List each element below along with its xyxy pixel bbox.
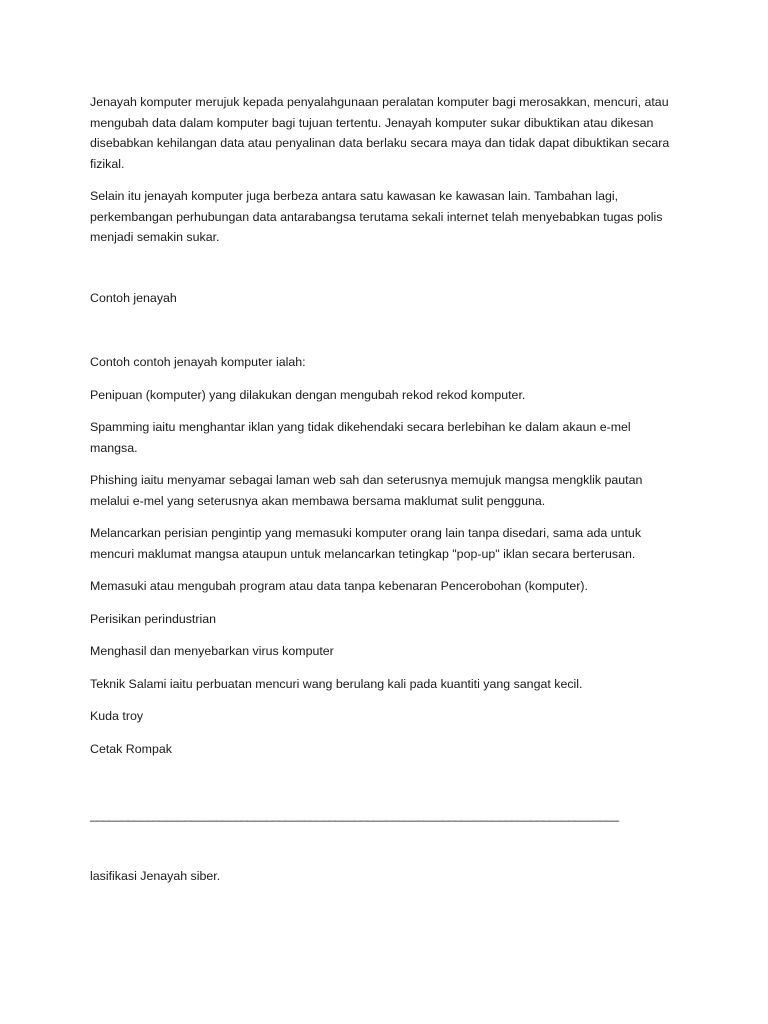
- separator-line: ____________________________________________________________________________________: [90, 808, 619, 822]
- list-item-6: Perisikan perindustrian: [90, 611, 217, 626]
- section-heading: Contoh jenayah: [90, 290, 177, 305]
- list-item-2: Spamming iaitu menghantar iklan yang tidak dikehendaki secara berlebihan ke dalam akaun e-mel mangsa.: [90, 420, 631, 455]
- document-body: [90, 92, 670, 898]
- list-item-1: Penipuan (komputer) yang dilakukan dengan mengubah rekod rekod komputer.: [90, 387, 526, 402]
- list-item-9: Kuda troy: [90, 709, 144, 723]
- closing-heading: lasifikasi Jenayah siber.: [90, 868, 221, 883]
- list-item-3: Phishing iaitu menyamar sebagai laman web sah dan seterusnya memujuk mangsa mengklik pautan melalui e-mel yang seterusnya akan membawa bersama maklumat sulit pengguna.: [90, 473, 643, 508]
- intro-paragraph-2: Selain itu jenayah komputer juga berbeza antara satu kawasan ke kawasan lain. Tambahan lagi, perkembangan perhubungan data antarabangsa terutama sekali internet telah menyebabkan tugas polis menjadi semakin sukar.: [90, 189, 663, 244]
- list-item-7: Menghasil dan menyebarkan virus komputer: [90, 644, 334, 658]
- list-item-5: Memasuki atau mengubah program atau data tanpa kebenaran Pencerobohan (komputer).: [90, 579, 589, 593]
- intro-paragraph-1: Jenayah komputer merujuk kepada penyalahgunaan peralatan komputer bagi merosakkan, mencuri, atau mengubah data dalam komputer bagi tujuan tertentu. Jenayah komputer sukar dibuktikan atau dikesan disebabkan kehilangan data atau penyalinan data berlaku secara maya dan tidak dapat dibuktikan secara fizikal.: [90, 95, 670, 171]
- list-item-8: Teknik Salami iaitu perbuatan mencuri wang berulang kali pada kuantiti yang sangat kecil.: [90, 676, 583, 691]
- list-item-4: Melancarkan perisian pengintip yang memasuki komputer orang lain tanpa disedari, sama ada untuk mencuri maklumat mangsa ataupun untuk melancarkan tetingkap "pop-up" iklan secara berterusan.: [90, 526, 642, 561]
- list-intro: Contoh contoh jenayah komputer ialah:: [90, 355, 306, 369]
- list-item-10: Cetak Rompak: [90, 741, 172, 756]
